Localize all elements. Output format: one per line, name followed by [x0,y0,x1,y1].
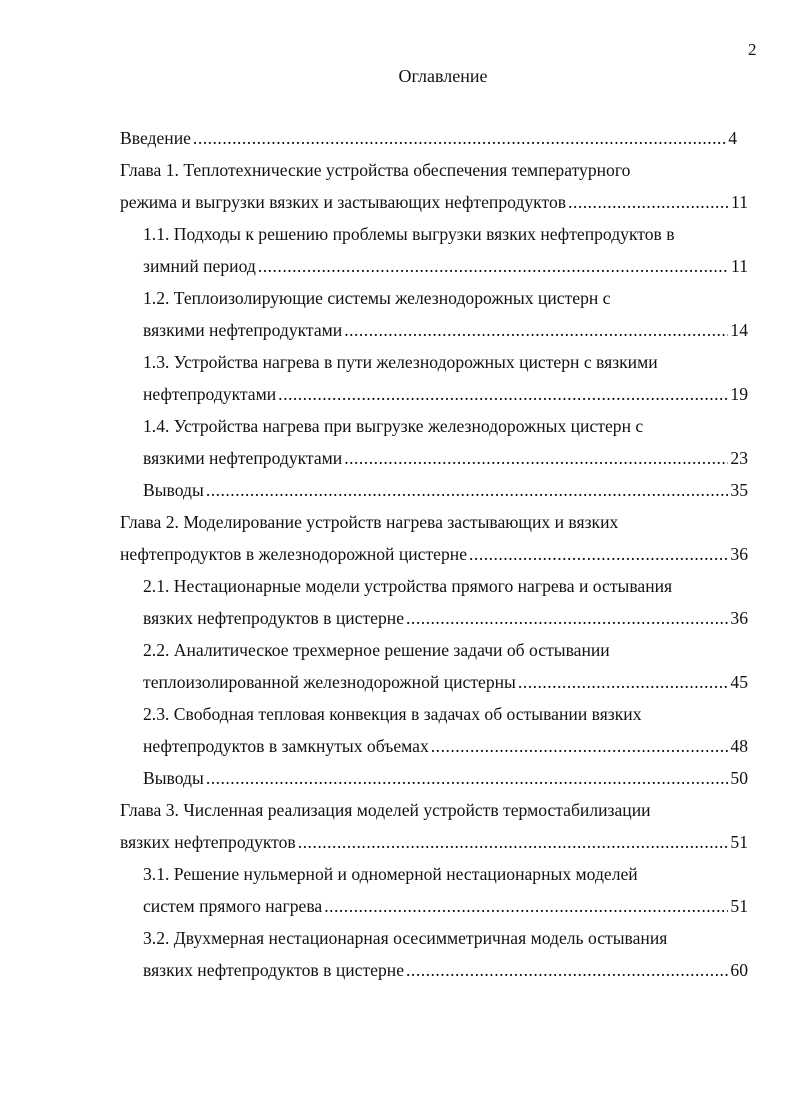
toc-entry-page: 4 [728,128,737,148]
toc-entry-page: 36 [730,544,748,564]
leader-dots [324,896,728,916]
leader-dots [431,736,729,756]
leader-dots [344,448,728,468]
leader-dots [206,768,729,788]
toc-entry-title-line: 3.2. Двухмерная нестационарная осесимметричная модель остывания [143,928,668,948]
toc-entry-title: Выводы [143,768,204,788]
toc-entry-page: 51 [730,832,748,852]
leader-dots [206,480,729,500]
toc-entry-title-line: вязких нефтепродуктов в цистерне [143,960,405,980]
toc-entry-page: 51 [730,896,748,916]
leader-dots [406,960,728,980]
toc-entry-title-line: 1.1. Подходы к решению проблемы выгрузки вязких нефтепродуктов в [143,224,675,244]
toc-entry-title-line: нефтепродуктов в железнодорожной цистерне [120,544,468,564]
leader-dots [258,256,729,276]
toc-entry-title-line: Глава 1. Теплотехнические устройства обеспечения температурного [120,160,631,180]
leader-dots [469,544,728,564]
toc-entry-page: 45 [730,672,748,692]
leader-dots [568,192,729,212]
leader-dots [406,608,728,628]
toc-entry-title-line: зимний период [143,256,256,276]
toc-entry-title: Введение [120,128,191,148]
toc-entry-title-line: режима и выгрузки вязких и застывающих нефтепродуктов [120,192,567,212]
toc-entry-title-line: вязких нефтепродуктов в цистерне [143,608,405,628]
toc-entry-title: Выводы [143,480,204,500]
toc-entry-title-line: 3.1. Решение нульмерной и одномерной нестационарных моделей [143,864,638,884]
toc-entry-page: 19 [730,384,748,404]
toc-entry-title-line: нефтепродуктами [143,384,277,404]
toc-entry-title-line: Глава 3. Численная реализация моделей устройств термостабилизации [120,800,651,820]
toc-entry-page: 23 [730,448,748,468]
leader-dots [193,128,726,148]
toc-entry-title-line: 1.4. Устройства нагрева при выгрузке железнодорожных цистерн с [143,416,644,436]
toc-entry-title-line: Глава 2. Моделирование устройств нагрева застывающих и вязких [120,512,619,532]
toc-entry-page: 11 [731,192,748,212]
toc-entry-title-line: 2.3. Свободная тепловая конвекция в задачах об остывании вязких [143,704,642,724]
toc-entry-title-line: 2.2. Аналитическое трехмерное решение задачи об остывании [143,640,610,660]
toc-entry-page: 50 [730,768,748,788]
toc-entry-title-line: 2.1. Нестационарные модели устройства прямого нагрева и остывания [143,576,673,596]
leader-dots [518,672,729,692]
toc-entry-page: 60 [730,960,748,980]
toc-entry-title-line: теплоизолированной железнодорожной цистерны [143,672,516,692]
toc-entry-page: 14 [730,320,748,340]
toc-entry-title-line: нефтепродуктов в замкнутых объемах [143,736,429,756]
leader-dots [344,320,728,340]
toc-entry-page: 11 [731,256,748,276]
page-number: 2 [748,40,757,59]
toc-entry-title-line: 1.3. Устройства нагрева в пути железнодорожных цистерн с вязкими [143,352,658,372]
toc-entry-title-line: систем прямого нагрева [143,896,323,916]
toc-entry-page: 48 [730,736,748,756]
toc-entry-title-line: вязкими нефтепродуктами [143,448,343,468]
leader-dots [278,384,728,404]
leader-dots [298,832,729,852]
page-title: Оглавление [398,66,488,86]
toc-entry-title-line: вязкими нефтепродуктами [143,320,343,340]
toc-entry-title-line: 1.2. Теплоизолирующие системы железнодорожных цистерн с [143,288,611,308]
toc-entry-page: 35 [730,480,748,500]
toc-entry-page: 36 [730,608,748,628]
toc-entry-title-line: вязких нефтепродуктов [120,832,296,852]
